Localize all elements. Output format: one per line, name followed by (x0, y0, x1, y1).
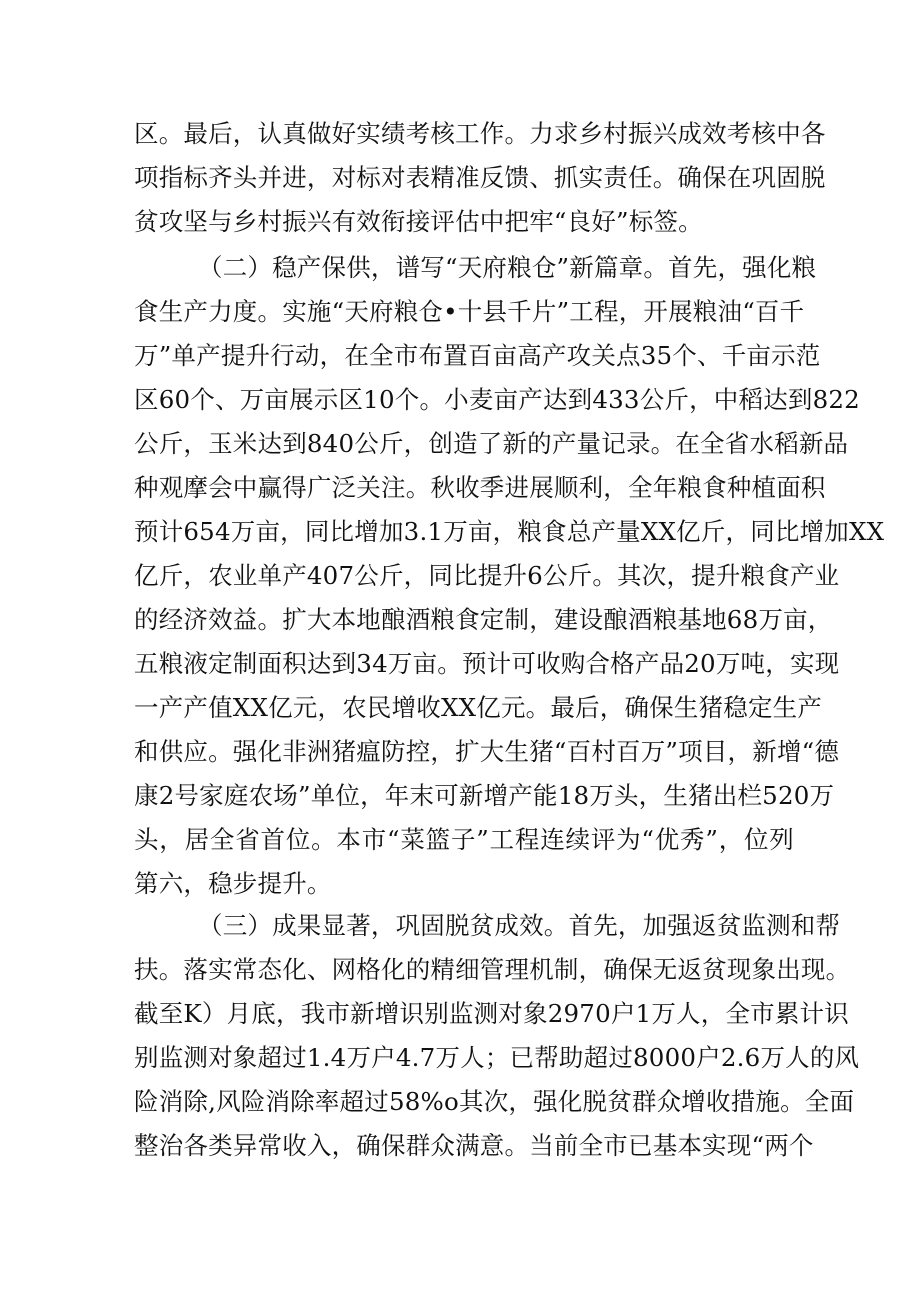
paragraph-line: 和供应。强化非洲猪瘟防控，扩大生猪“百村百万”项目，新增“德 (134, 737, 840, 766)
paragraph-line: 险消除,风险消除率超过58%o其次，强化脱贫群众增收措施。全面 (134, 1087, 855, 1116)
paragraph-line: 公斤，玉米达到840公斤，创造了新的产量记录。在全省水稻新品 (134, 429, 849, 458)
paragraph-line: 项指标齐头并进，对标对表精准反馈、抓实责任。确保在巩固脱 (134, 163, 826, 192)
paragraph-line: 区60个、万亩展示区10个。小麦亩产达到433公斤，中稻达到822 (134, 385, 860, 414)
paragraph-line: 种观摩会中赢得广泛关注。秋收季进展顺利，全年粮食种植面积 (134, 473, 826, 502)
paragraph-line: 食生产力度。实施“天府粮仓•十县千片”工程，开展粮油“百千 (134, 297, 805, 326)
paragraph-line: 头，居全省首位。本市“菜篮子”工程连续评为“优秀”，位列 (134, 825, 794, 854)
paragraph-line: 一产产值XX亿元，农民增收XX亿元。最后，确保生猪稳定生产 (134, 693, 823, 722)
paragraph-line: 区。最后，认真做好实绩考核工作。力求乡村振兴成效考核中各 (134, 119, 826, 148)
paragraph-line: 整治各类异常收入，确保群众满意。当前全市已基本实现“两个 (134, 1131, 814, 1160)
paragraph-line: 亿斤，农业单产407公斤，同比提升6公斤。其次，提升粮食产业 (134, 561, 840, 590)
paragraph-line: （三）成果显著，巩固脱贫成效。首先，加强返贫监测和帮 (198, 911, 841, 940)
paragraph-line: 预计654万亩，同比增加3.1万亩，粮食总产量XX亿斤，同比增加XX (134, 517, 885, 546)
paragraph-line: 万”单产提升行动，在全市布置百亩高产攻关点35个、千亩示范 (134, 341, 821, 370)
paragraph-line: 的经济效益。扩大本地酿酒粮食定制，建设酿酒粮基地68万亩， (134, 605, 833, 634)
paragraph-line: 截至K）月底，我市新增识别监测对象2970户1万人，全市累计识 (134, 999, 849, 1028)
paragraph-line: 贫攻坚与乡村振兴有效衔接评估中把牢“良好”标签。 (134, 207, 703, 236)
paragraph-line: 五粮液定制面积达到34万亩。预计可收购合格产品20万吨，实现 (134, 649, 840, 678)
paragraph-line: 扶。落实常态化、网格化的精细管理机制，确保无返贫现象出现。 (134, 955, 851, 984)
paragraph-line: （二）稳产保供，谱写“天府粮仓”新篇章。首先，强化粮 (198, 253, 817, 282)
paragraph-line: 别监测对象超过1.4万户4.7万人；已帮助超过8000户2.6万人的风 (134, 1043, 860, 1072)
paragraph-line: 第六，稳步提升。 (134, 869, 332, 898)
paragraph-line: 康2号家庭农场”单位，年末可新增产能18万头，生猪出栏520万 (134, 781, 835, 810)
